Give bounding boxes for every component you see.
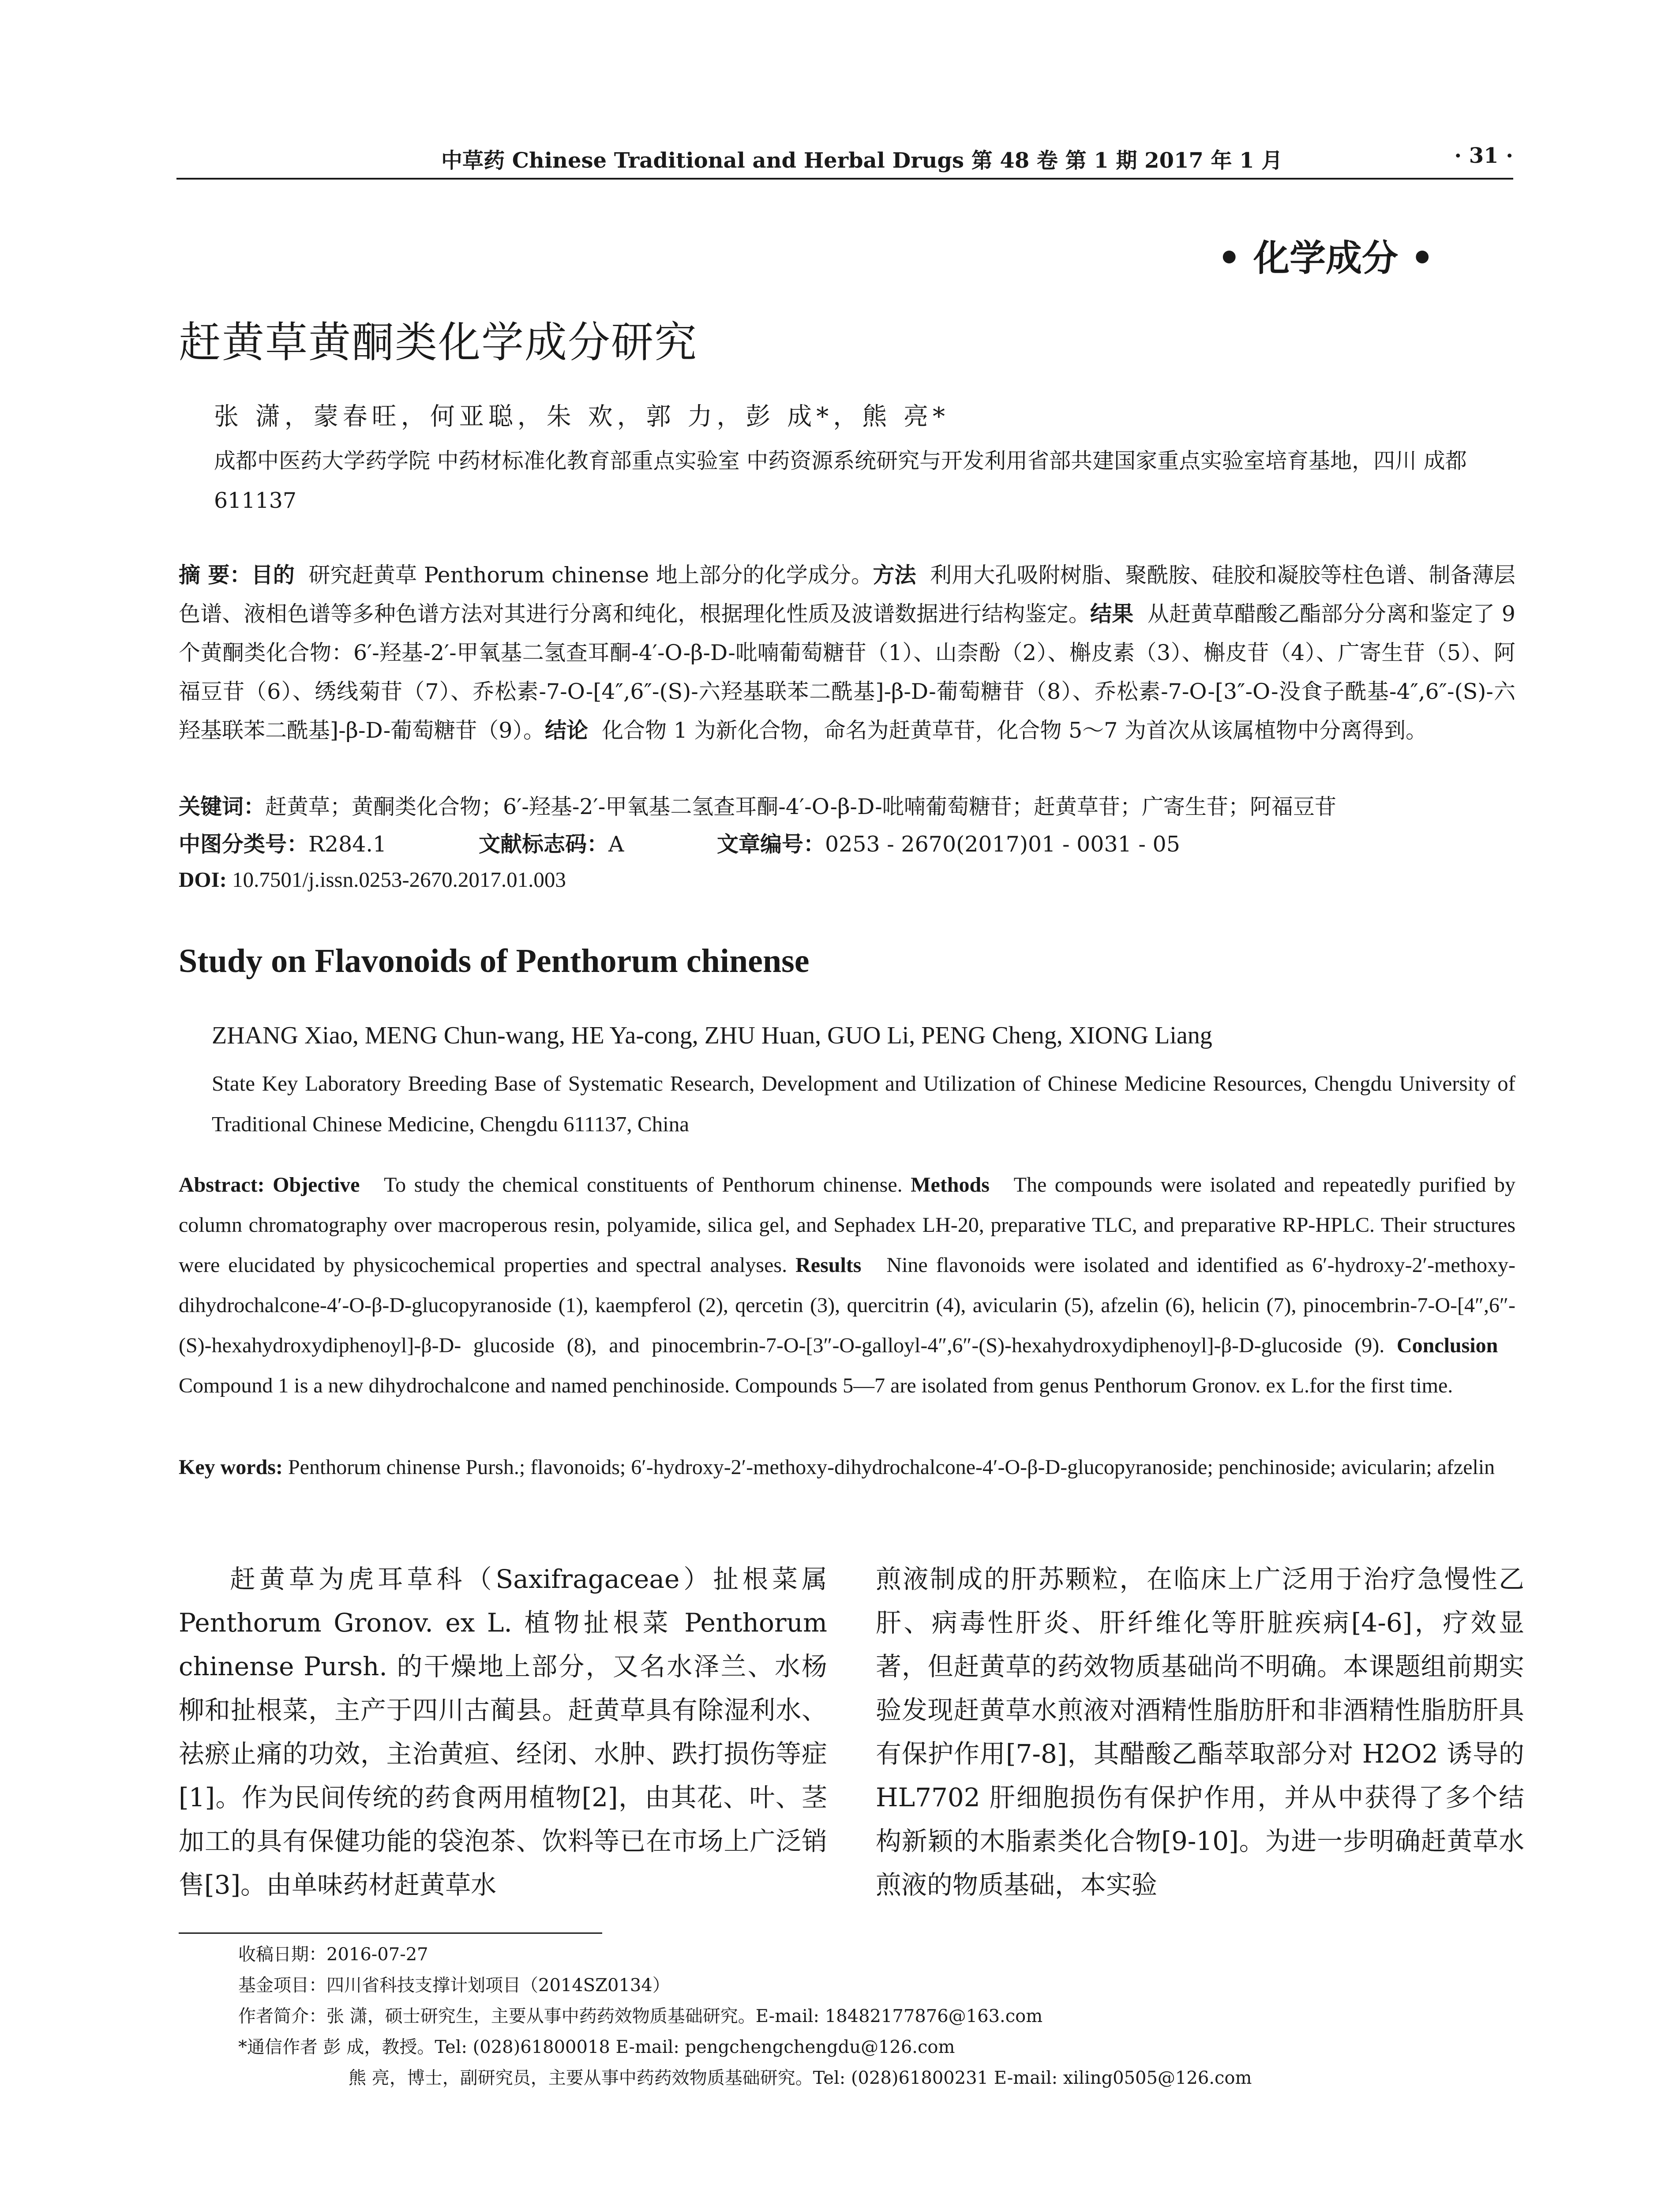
objective-en-text: To study the chemical constituents of Penthorum chinense. — [384, 1173, 903, 1197]
keywords-text: 赶黄草；黄酮类化合物；6′-羟基-2′-甲氧基二氢查耳酮-4′-O-β-D-吡喃葡萄糖苷；赶黄草苷；广寄生苷；阿福豆苷 — [265, 794, 1336, 819]
footnote-received: 收稿日期：2016-07-27 — [238, 1944, 428, 1965]
doi — [179, 867, 566, 892]
conclusion-text: 化合物 1 为新化合物，命名为赶黄草苷，化合物 5～7 为首次从该属植物中分离得到。 — [602, 718, 1428, 743]
clc-code — [179, 827, 386, 858]
keywords-english — [179, 1447, 1515, 1487]
results-text: 从赶黄草醋酸乙酯部分分离和鉴定了 9 个黄酮类化合物：6′-羟基-2′-甲氧基二氢查耳酮-4′-O-β-D-吡喃葡萄糖苷（1）、山柰酚（2）、槲皮素（3）、槲皮苷（4）、广寄生苷（5）、阿福豆苷（6）、绣线菊苷（7）、乔松素-7-O-[4″,6″-(S)-六羟基联苯二酰基]-β-D-葡萄糖苷（8）、乔松素-7-O-[3″-O-没食子酰基-4″,6″-(S)-六羟基联苯二酰基]-β-D-葡萄糖苷（9）。 — [179, 601, 1515, 743]
header-rule — [176, 178, 1513, 180]
footnote-corresponding-2: 熊 亮，博士，副研究员，主要从事中药药效物质基础研究。Tel: (028)61800231 E-mail: xiling0505@126.com — [349, 2068, 1252, 2088]
keywords-en-label: Key words: — [179, 1456, 283, 1479]
abstract-chinese — [179, 556, 1515, 750]
footnote-rule — [179, 1932, 602, 1934]
affiliation-chinese: 成都中医药大学药学院 中药材标准化教育部重点实验室 中药资源系统研究与开发利用省部共建国家重点实验室培育基地，四川 成都 611137 — [214, 448, 1467, 513]
footnote-author-bio: 作者简介：张 潇，硕士研究生，主要从事中药药效物质基础研究。E-mail: 18482177876@163.com — [238, 2006, 1043, 2026]
doc-label: 文献标志码： — [479, 832, 609, 857]
conclusion-en-text: Compound 1 is a new dihydrochalcone and named penchinoside. Compounds 5—7 are isolated from genus Penthorum Gronov. ex L.for the first time. — [179, 1374, 1453, 1397]
affiliation-english: State Key Laboratory Breeding Base of Systematic Research, Development and Utilization of Chinese Medicine Resources, Chengdu University of Traditional Chinese Medicine, Chengdu 611137, China — [212, 1071, 1515, 1136]
title-english: Study on Flavonoids of Penthorum chinense — [179, 942, 810, 979]
footnote-fund: 基金项目：四川省科技支撑计划项目（2014SZ0134） — [238, 1975, 670, 1996]
abstract-english — [179, 1165, 1515, 1406]
article-value: 0253 - 2670(2017)01 - 0031 - 05 — [825, 832, 1180, 857]
title-chinese: 赶黄草黄酮类化学成分研究 — [179, 318, 698, 367]
doc-value: A — [608, 832, 624, 857]
results-en-label: Results — [795, 1253, 862, 1277]
conclusion-en-label: Conclusion — [1396, 1334, 1498, 1357]
methods-en-text: The compounds were isolated and repeatedly purified by column chromatography over macroperous resin, polyamide, silica gel, and Sephadex LH-20, preparative TLC, and preparative RP-HPLC. Their structures were elucidated by physicochemical properties and spectral analyses. — [179, 1173, 1516, 1277]
body-right-column: 煎液制成的肝苏颗粒，在临床上广泛用于治疗急慢性乙肝、病毒性肝炎、肝纤维化等肝脏疾病[4-6]，疗效显著，但赶黄草的药效物质基础尚不明确。本课题组前期实验发现赶黄草水煎液对酒精性脂肪肝和非酒精性脂肪肝具有保护作用[7-8]，其醋酸乙酯萃取部分对 H2O2 诱导的 HL7702 肝细胞损伤有保护作用，并从中获得了多个结构新颖的木脂素类化合物[9-10]。为进一步明确赶黄草水煎液的物质基础，本实验 — [876, 1564, 1524, 1900]
document-code — [479, 827, 624, 858]
abstract-label: 摘 要： — [179, 563, 251, 588]
article-label: 文章编号： — [717, 832, 825, 857]
results-en-text: Nine flavonoids were isolated and identified as 6′-hydroxy-2′-methoxy-dihydrochalcone-4′-O-β-D-glucopyranoside (1), kaempferol (2), qercetin (3), quercitrin (4), avicularin (5), afzelin (6), helicin (7), pinocembrin-7-O-[4″,6″-(S)-hexahydroxydiphenoyl]-β-D- glucoside (8), and pinocembrin-7-O-[3″-O-galloyl-4″,6″-(S)-hexahydroxydiphenoyl]-β-D-glucoside (9). — [179, 1253, 1516, 1357]
objective-label: 目的 — [251, 563, 295, 588]
running-header — [176, 143, 1513, 173]
abstract-en-label: Abstract: — [179, 1173, 265, 1197]
conclusion-label: 结论 — [545, 718, 589, 743]
methods-text: 利用大孔吸附树脂、聚酰胺、硅胶和凝胶等柱色谱、制备薄层色谱、液相色谱等多种色谱方法对其进行分离和纯化，根据理化性质及波谱数据进行结构鉴定。 — [179, 563, 1515, 627]
methods-en-label: Methods — [911, 1173, 990, 1197]
objective-text: 研究赶黄草 Penthorum chinense 地上部分的化学成分。 — [308, 563, 873, 588]
results-label: 结果 — [1090, 601, 1134, 627]
footnotes — [238, 1939, 1518, 2093]
footnote-corresponding-1: *通信作者 彭 成，教授。Tel: (028)61800018 E-mail: pengchengchengdu@126.com — [238, 2037, 955, 2057]
journal-info: 中草药 Chinese Traditional and Herbal Drugs 第 48 卷 第 1 期 2017 年 1 月 — [441, 148, 1283, 173]
authors-english: ZHANG Xiao, MENG Chun-wang, HE Ya-cong, ZHU Huan, GUO Li, PENG Cheng, XIONG Liang — [212, 1022, 1212, 1049]
doi-link[interactable]: 10.7501/j.issn.0253-2670.2017.01.003 — [232, 867, 566, 892]
section-tag: • 化学成分 • — [1218, 237, 1434, 279]
keywords-chinese — [179, 788, 1515, 826]
page-number: · 31 · — [1454, 143, 1513, 168]
clc-value: R284.1 — [308, 832, 387, 857]
doi-label: DOI: — [179, 867, 227, 892]
article-number — [717, 827, 1180, 858]
clc-label: 中图分类号： — [179, 832, 309, 857]
objective-en-label: Objective — [273, 1173, 360, 1197]
authors-chinese: 张 潇，蒙春旺，何亚聪，朱 欢，郭 力，彭 成*，熊 亮* — [214, 402, 950, 431]
keywords-en-text: Penthorum chinense Pursh.; flavonoids; 6′-hydroxy-2′-methoxy-dihydrochalcone-4′-O-β-D-glucopyranoside; penchinoside; avicularin; afzelin — [288, 1456, 1495, 1479]
methods-label: 方法 — [873, 563, 916, 588]
body-left-column: 赶黄草为虎耳草科（Saxifragaceae）扯根菜属 Penthorum Gronov. ex L. 植物扯根菜 Penthorum chinense Pursh. 的干燥地上部分，又名水泽兰、水杨柳和扯根菜，主产于四川古蔺县。赶黄草具有除湿利水、祛瘀止痛的功效，主治黄疸、经闭、水肿、跌打损伤等症[1]。作为民间传统的药食两用植物[2]，由其花、叶、茎加工的具有保健功能的袋泡茶、饮料等已在市场上广泛销售[3]。由单味药材赶黄草水 — [179, 1564, 827, 1900]
keywords-label: 关键词： — [179, 794, 266, 819]
